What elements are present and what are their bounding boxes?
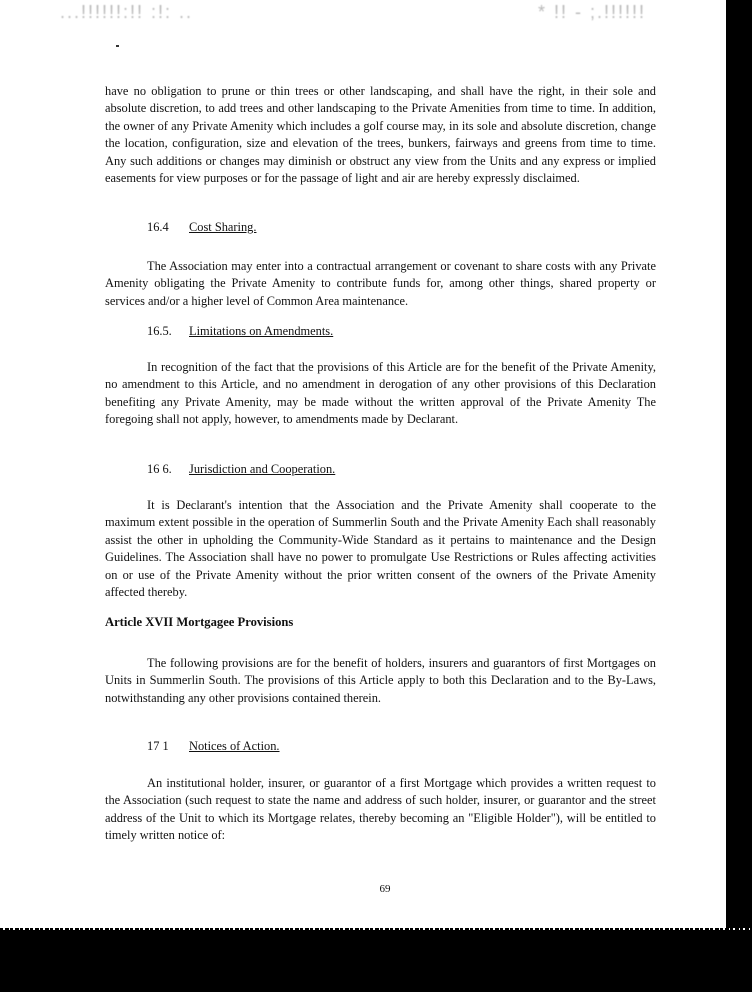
section-heading-16-4 [147,219,256,236]
paragraph-landscaping: have no obligation to prune or thin trees or other landscaping, and shall have the right, in their sole and absolute discretion, to add trees and other landscaping to the Private Amenities from time to time. In addition, the owner of any Private Amenity which includes a golf course may, in its sole and absolute discretion, change the location, configuration, size and elevation of the trees, bunkers, fairways and greens from time to time. Any such additions or changes may diminish or obstruct any view from the Units and any express or implied easements for view purposes or for the passage of light and air are hereby expressly disclaimed. [105,84,656,186]
section-title: Limitations on Amendments. [189,324,334,338]
section-number: 17 1 [147,739,169,753]
paragraph-notices: An institutional holder, insurer, or guarantor of a first Mortgage which provides a written request to the Association (such request to state the name and address of such holder, insurer, or guarantor and the street address of the Unit to which its Mortgage relates, thereby becoming an "Eligible Holder"), will be entitled to timely written notice of: [105,776,656,843]
paragraph-jurisdiction: It is Declarant's intention that the Association and the Private Amenity shall cooperate to the maximum extent possible in the operation of Summerlin South and the Private Amenity Each shall reasonably assist the other in upholding the Community-Wide Standard as it pertains to maintenance and the Design Guidelines. The Association shall have no power to promulgate Use Restrictions or Rules affecting activities on or use of the Private Amenity without the prior written consent of the owners of the Private Amenity affected thereby. [105,498,656,600]
header-stamp-left: ...!!!!!!:!! :!: .. [60,2,194,22]
scan-border-bottom [0,930,752,992]
article-heading: Article XVII Mortgagee Provisions [105,615,294,629]
scan-speck [116,45,119,47]
section-number: 16 6. [147,462,172,476]
section-heading-16-5 [147,323,333,340]
section-title: Notices of Action. [189,739,280,753]
page-number: 69 [379,883,391,895]
paragraph-amendments: In recognition of the fact that the provisions of this Article are for the benefit of the Private Amenity, no amendment to this Article, and no amendment in derogation of any other provisions of this Declaration benefiting any Private Amenity, may be made without the written approval of the Private Amenity The foregoing shall not apply, however, to amendments made by Declarant. [105,360,656,427]
section-number: 16.5. [147,324,172,338]
section-title: Jurisdiction and Cooperation. [189,462,336,476]
scan-border-right [726,0,752,992]
section-title: Cost Sharing. [189,220,257,234]
paragraph-mortgagee: The following provisions are for the benefit of holders, insurers and guarantors of first Mortgages on Units in Summerlin South. The provisions of this Article apply to both this Declaration and to the By-Laws, notwithstanding any other provisions contained therein. [105,656,656,705]
paragraph-cost-sharing: The Association may enter into a contractual arrangement or covenant to share costs with any Private Amenity obligating the Private Amenity to contribute funds for, among other things, shared property or services and/or a higher level of Common Area maintenance. [105,259,656,308]
header-stamp-right: * !! - ;.!!!!!! [538,2,647,22]
section-heading-17-1 [147,738,280,755]
section-heading-16-6 [147,461,335,478]
section-number: 16.4 [147,220,169,234]
